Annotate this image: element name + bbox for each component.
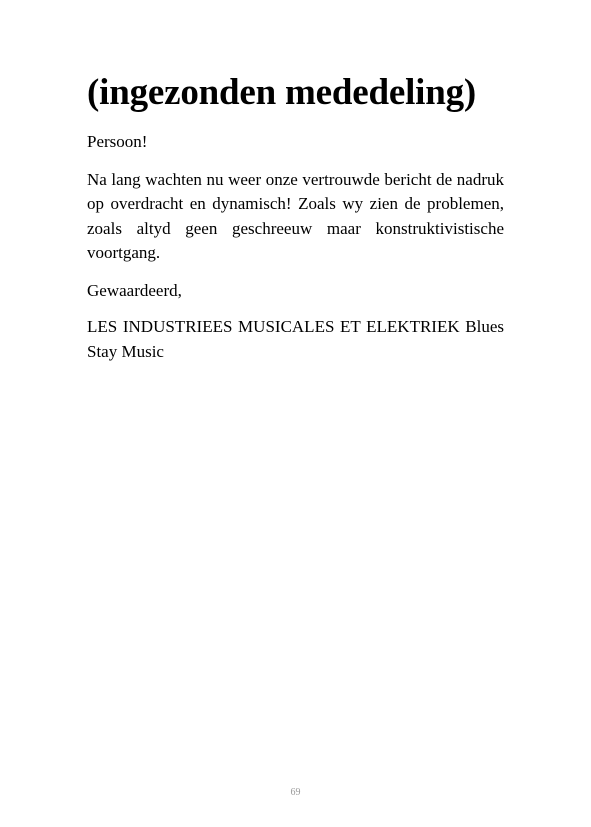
signature-text: LES INDUSTRIEES MUSICALES ET ELEKTRIEK Blues Stay Music (87, 317, 504, 361)
page-title: (ingezonden mededeling) (87, 72, 477, 113)
page-number: 69 (290, 787, 301, 798)
body-paragraph: Na lang wachten nu weer onze vertrouwde bericht de nadruk op overdracht en dynamisch! Zoals wy zien de problemen, zoals altyd geen geschreeuw maar konstruktivistische voortgang. (87, 169, 504, 262)
greeting-text: Persoon! (87, 132, 148, 151)
closing-text: Gewaardeerd, (87, 280, 182, 300)
page-content (87, 70, 504, 364)
